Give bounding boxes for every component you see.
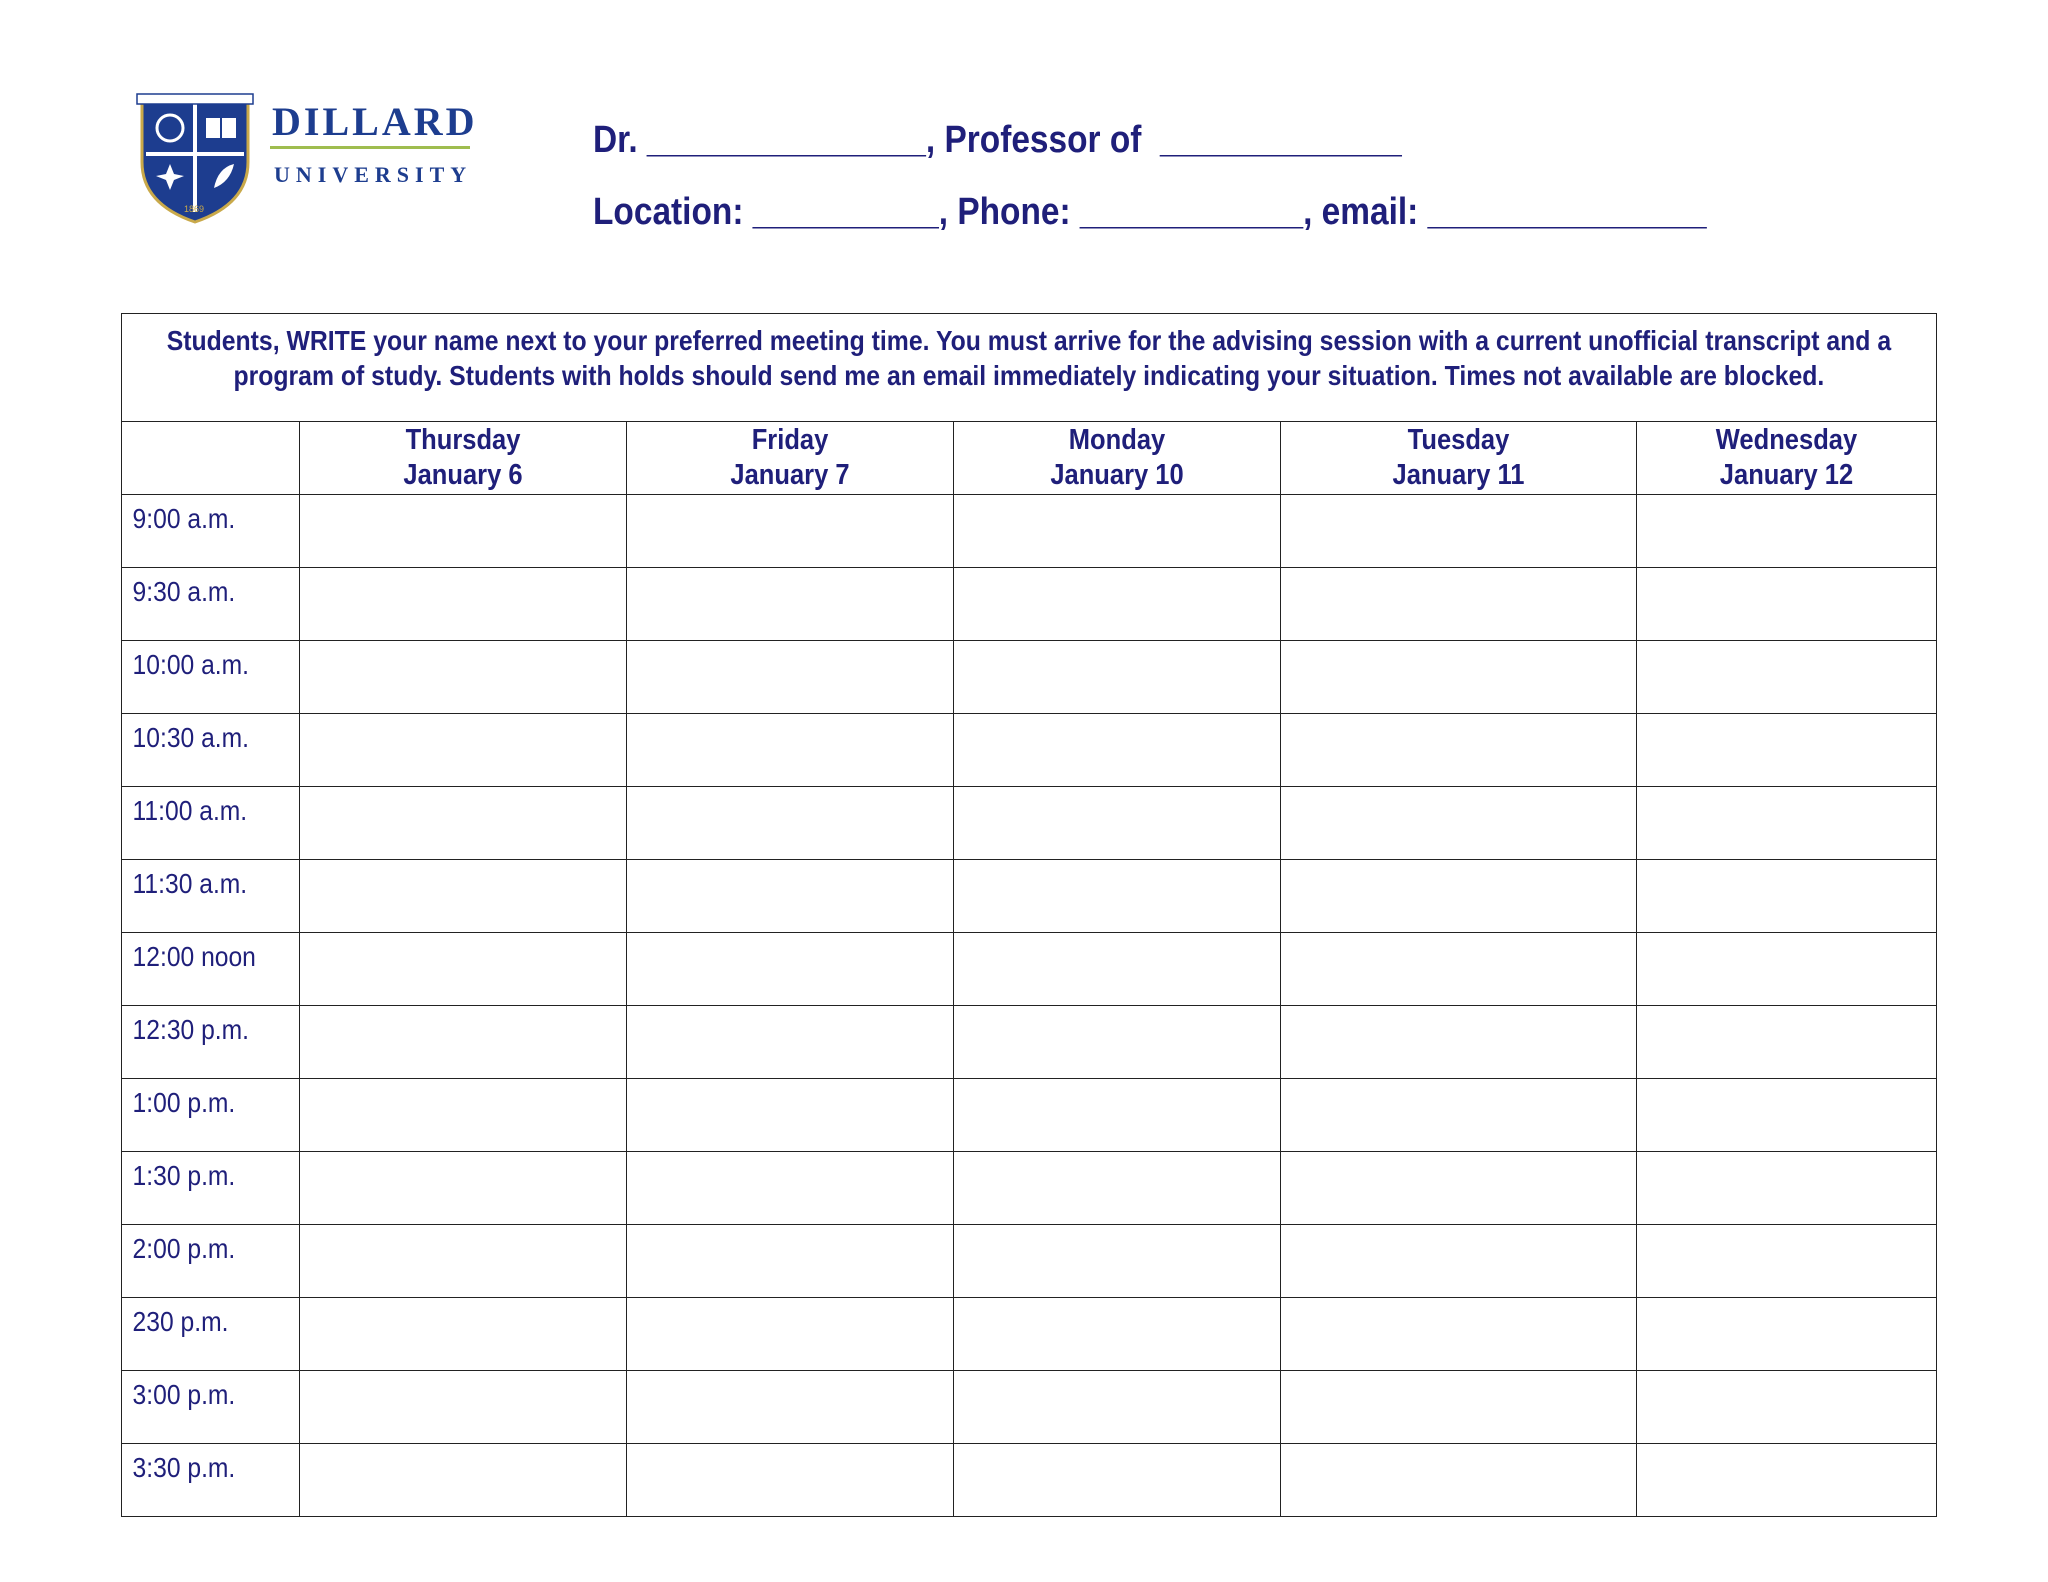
- signup-slot-cell[interactable]: [1637, 860, 1937, 933]
- signup-slot-cell[interactable]: [300, 1152, 627, 1225]
- signup-slot-cell[interactable]: [954, 568, 1281, 641]
- signup-slot-cell[interactable]: [954, 641, 1281, 714]
- signup-slot-cell[interactable]: [300, 495, 627, 568]
- day-header-row: [122, 422, 1937, 495]
- day-header: [1637, 422, 1937, 495]
- signup-slot-cell[interactable]: [954, 1152, 1281, 1225]
- signup-slot-cell[interactable]: [1637, 1298, 1937, 1371]
- day-header: [1281, 422, 1637, 495]
- logo-subtitle: UNIVERSITY: [274, 162, 473, 187]
- time-label-cell: [122, 1444, 300, 1517]
- signup-slot-cell[interactable]: [1281, 495, 1637, 568]
- day-date: January 11: [1392, 459, 1525, 491]
- time-label-cell: [122, 933, 300, 1006]
- signup-slot-cell[interactable]: [1281, 568, 1637, 641]
- signup-slot-cell[interactable]: [954, 1225, 1281, 1298]
- day-name: Friday: [751, 424, 829, 456]
- signup-slot-cell[interactable]: [954, 1079, 1281, 1152]
- signup-slot-cell[interactable]: [627, 1152, 954, 1225]
- header-contact-line: Location: __________, Phone: ____________, email: _______________: [593, 191, 1707, 233]
- signup-slot-cell[interactable]: [954, 714, 1281, 787]
- time-label: 2:00 p.m.: [132, 1233, 236, 1264]
- signup-slot-cell[interactable]: [1637, 495, 1937, 568]
- signup-slot-cell[interactable]: [1281, 933, 1637, 1006]
- time-slot-row: [122, 568, 1937, 641]
- day-header: [954, 422, 1281, 495]
- time-slot-row: [122, 787, 1937, 860]
- signup-slot-cell[interactable]: [300, 1225, 627, 1298]
- time-label: 11:30 a.m.: [132, 868, 248, 899]
- time-label-cell: [122, 1006, 300, 1079]
- time-slot-row: [122, 714, 1937, 787]
- signup-slot-cell[interactable]: [1637, 568, 1937, 641]
- signup-slot-cell[interactable]: [1637, 1079, 1937, 1152]
- day-name: Thursday: [405, 424, 521, 456]
- day-header: [627, 422, 954, 495]
- signup-slot-cell[interactable]: [954, 860, 1281, 933]
- day-date: January 6: [403, 459, 523, 491]
- day-date: January 12: [1719, 459, 1854, 491]
- signup-slot-cell[interactable]: [1637, 1152, 1937, 1225]
- time-label: 10:00 a.m.: [132, 649, 249, 680]
- logo-name: DILLARD: [272, 99, 478, 144]
- time-label: 1:00 p.m.: [132, 1087, 236, 1118]
- time-slot-row: [122, 1006, 1937, 1079]
- signup-slot-cell[interactable]: [627, 714, 954, 787]
- signup-slot-cell[interactable]: [627, 495, 954, 568]
- time-label-cell: [122, 495, 300, 568]
- signup-slot-cell[interactable]: [627, 568, 954, 641]
- signup-slot-cell[interactable]: [954, 787, 1281, 860]
- time-label: 3:00 p.m.: [132, 1379, 236, 1410]
- time-label: 9:00 a.m.: [132, 503, 236, 534]
- signup-slot-cell[interactable]: [954, 933, 1281, 1006]
- logo-year: 1869: [184, 204, 205, 214]
- time-label-cell: [122, 860, 300, 933]
- signup-slot-cell[interactable]: [1281, 1298, 1637, 1371]
- signup-slot-cell[interactable]: [1637, 1006, 1937, 1079]
- time-slot-row: [122, 1152, 1937, 1225]
- signup-slot-cell[interactable]: [1637, 641, 1937, 714]
- time-slot-row: [122, 1079, 1937, 1152]
- signup-slot-cell[interactable]: [627, 1079, 954, 1152]
- signup-slot-cell[interactable]: [954, 1444, 1281, 1517]
- signup-slot-cell[interactable]: [300, 1371, 627, 1444]
- dillard-university-logo: [134, 92, 484, 226]
- time-slot-row: [122, 1225, 1937, 1298]
- signup-slot-cell[interactable]: [300, 714, 627, 787]
- signup-slot-cell[interactable]: [954, 1006, 1281, 1079]
- advising-schedule-table: [121, 313, 1937, 1517]
- signup-slot-cell[interactable]: [300, 1444, 627, 1517]
- signup-slot-cell[interactable]: [1637, 714, 1937, 787]
- header-fields: [593, 116, 1893, 260]
- time-label: 11:00 a.m.: [132, 795, 248, 826]
- signup-slot-cell[interactable]: [627, 787, 954, 860]
- signup-slot-cell[interactable]: [300, 787, 627, 860]
- signup-slot-cell[interactable]: [300, 1079, 627, 1152]
- signup-slot-cell[interactable]: [627, 1006, 954, 1079]
- time-slot-row: [122, 495, 1937, 568]
- time-label-cell: [122, 641, 300, 714]
- header-professor-line: Dr. _______________, Professor of _____________: [593, 119, 1402, 161]
- day-date: January 10: [1050, 459, 1184, 491]
- time-slot-row: [122, 933, 1937, 1006]
- time-slot-row: [122, 1444, 1937, 1517]
- day-name: Monday: [1068, 424, 1166, 456]
- signup-slot-cell[interactable]: [1281, 1371, 1637, 1444]
- time-slot-row: [122, 641, 1937, 714]
- time-label: 1:30 p.m.: [132, 1160, 236, 1191]
- time-label-cell: [122, 714, 300, 787]
- signup-slot-cell[interactable]: [1637, 933, 1937, 1006]
- signup-slot-cell[interactable]: [1281, 641, 1637, 714]
- time-slot-row: [122, 1298, 1937, 1371]
- signup-slot-cell[interactable]: [627, 933, 954, 1006]
- signup-slot-cell[interactable]: [300, 860, 627, 933]
- signup-slot-cell[interactable]: [1637, 1225, 1937, 1298]
- time-label: 230 p.m.: [132, 1306, 229, 1337]
- signup-slot-cell[interactable]: [300, 933, 627, 1006]
- time-slot-row: [122, 860, 1937, 933]
- signup-slot-cell[interactable]: [954, 1371, 1281, 1444]
- time-label-cell: [122, 568, 300, 641]
- time-label-cell: [122, 1298, 300, 1371]
- signup-slot-cell[interactable]: [300, 641, 627, 714]
- signup-slot-cell[interactable]: [300, 568, 627, 641]
- time-label: 12:30 p.m.: [132, 1014, 249, 1045]
- time-label-cell: [122, 1225, 300, 1298]
- time-label: 12:00 noon: [132, 941, 256, 972]
- corner-cell: [122, 422, 300, 495]
- time-label-cell: [122, 1079, 300, 1152]
- signup-slot-cell[interactable]: [300, 1298, 627, 1371]
- day-name: Tuesday: [1407, 424, 1510, 456]
- signup-slot-cell[interactable]: [1637, 1371, 1937, 1444]
- signup-slot-cell[interactable]: [1281, 1444, 1637, 1517]
- signup-slot-cell[interactable]: [954, 495, 1281, 568]
- time-label: 3:30 p.m.: [132, 1452, 236, 1483]
- instructions-cell: [122, 314, 1937, 422]
- time-label-cell: [122, 1152, 300, 1225]
- time-slot-row: [122, 1371, 1937, 1444]
- signup-slot-cell[interactable]: [1281, 714, 1637, 787]
- signup-slot-cell[interactable]: [1281, 1225, 1637, 1298]
- signup-slot-cell[interactable]: [1281, 787, 1637, 860]
- time-label: 9:30 a.m.: [132, 576, 236, 607]
- signup-slot-cell[interactable]: [627, 1225, 954, 1298]
- signup-slot-cell[interactable]: [627, 860, 954, 933]
- day-name: Wednesday: [1715, 424, 1858, 456]
- time-label-cell: [122, 1371, 300, 1444]
- signup-slot-cell[interactable]: [627, 1371, 954, 1444]
- signup-slot-cell[interactable]: [1281, 860, 1637, 933]
- signup-slot-cell[interactable]: [1281, 1152, 1637, 1225]
- instructions-row: [122, 314, 1937, 422]
- signup-slot-cell[interactable]: [627, 641, 954, 714]
- signup-slot-cell[interactable]: [1637, 1444, 1937, 1517]
- signup-slot-cell[interactable]: [627, 1444, 954, 1517]
- signup-slot-cell[interactable]: [1281, 1079, 1637, 1152]
- day-date: January 7: [730, 459, 850, 491]
- time-label-cell: [122, 787, 300, 860]
- instructions-text: Students, WRITE your name next to your preferred meeting time. You must arrive for the advising session with a current unofficial transcript and a program of study. Students with holds should send me an email immediately indicating your situation. Times not available are blocked.: [166, 324, 1892, 391]
- signup-slot-cell[interactable]: [300, 1006, 627, 1079]
- signup-slot-cell[interactable]: [1281, 1006, 1637, 1079]
- day-header: [300, 422, 627, 495]
- signup-slot-cell[interactable]: [1637, 787, 1937, 860]
- signup-slot-cell[interactable]: [627, 1298, 954, 1371]
- time-label: 10:30 a.m.: [132, 722, 249, 753]
- signup-slot-cell[interactable]: [954, 1298, 1281, 1371]
